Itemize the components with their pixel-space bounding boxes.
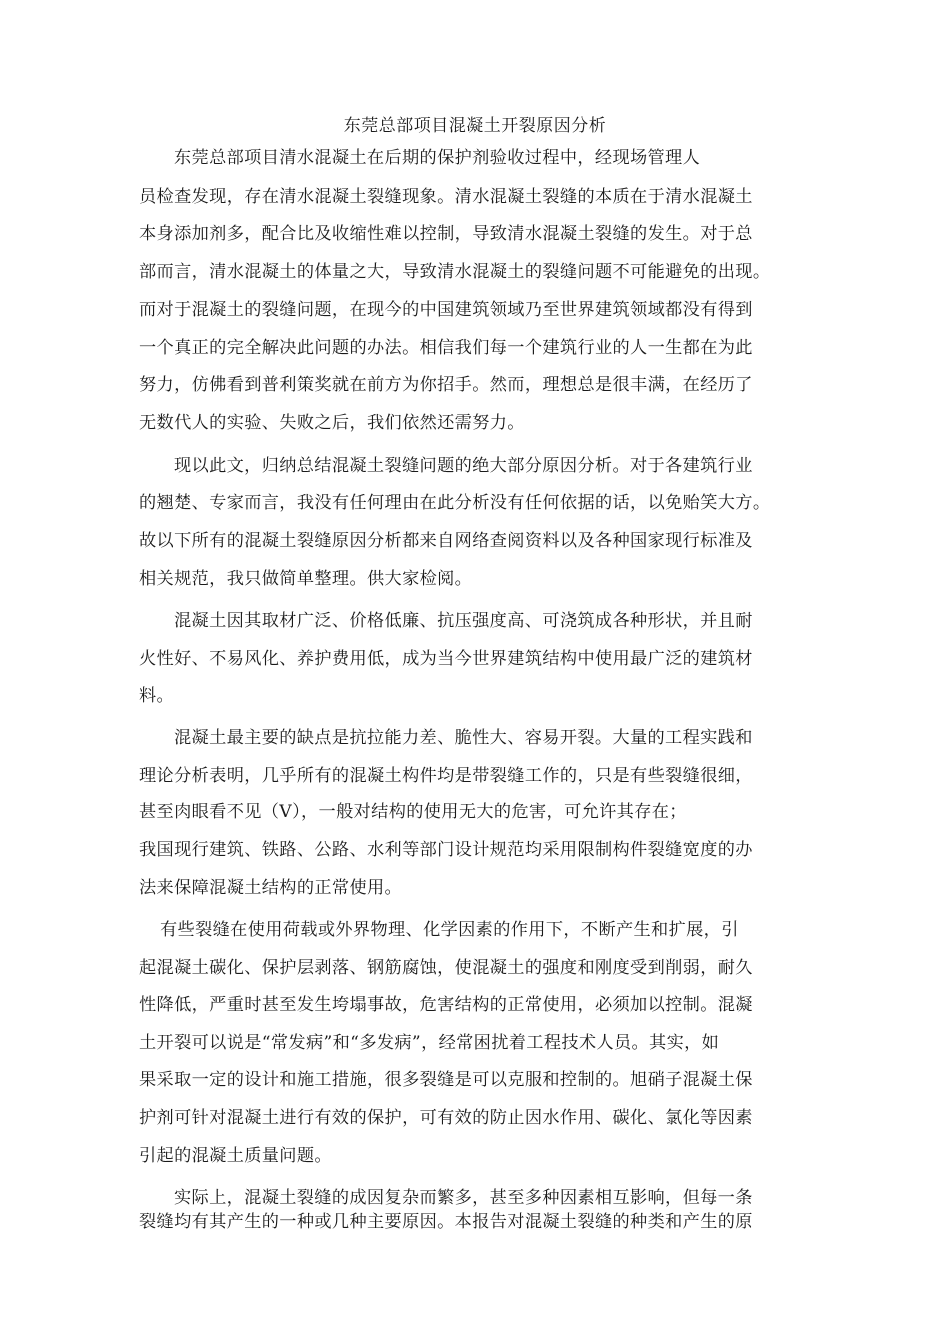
text-line: 实际上，混凝土裂缝的成因复杂而繁多，甚至多种因素相互影响，但每一条	[174, 1188, 753, 1208]
text-line: 混凝土最主要的缺点是抗拉能力差、脆性大、容易开裂。大量的工程实践和	[174, 728, 753, 748]
text-line: 故以下所有的混凝土裂缝原因分析都来自网络查阅资料以及各种国家现行标准及	[139, 531, 753, 551]
text-line: 努力，仿佛看到普利策奖就在前方为你招手。然而，理想总是很丰满，在经历了	[139, 375, 753, 395]
text-line: 现以此文，归纳总结混凝土裂缝问题的绝大部分原因分析。对于各建筑行业	[174, 456, 753, 476]
text-line: 果采取一定的设计和施工措施，很多裂缝是可以克服和控制的。旭硝子混凝土保	[139, 1070, 753, 1090]
text-line: 我国现行建筑、铁路、公路、水利等部门设计规范均采用限制构件裂缝宽度的办	[139, 840, 753, 860]
text-line: 理论分析表明，几乎所有的混凝土构件均是带裂缝工作的，只是有些裂缝很细，	[139, 766, 753, 786]
text-line: 起混凝土碳化、保护层剥落、钢筋腐蚀，使混凝土的强度和刚度受到削弱，耐久	[139, 958, 753, 978]
text-line: 裂缝均有其产生的一种或几种主要原因。本报告对混凝土裂缝的种类和产生的原	[139, 1212, 753, 1232]
text-line: 混凝土因其取材广泛、价格低廉、抗压强度高、可浇筑成各种形状，并且耐	[174, 611, 753, 631]
text-line: 的翘楚、专家而言，我没有任何理由在此分析没有任何依据的话，以免贻笑大方。	[139, 493, 771, 513]
text-line: 法来保障混凝土结构的正常使用。	[139, 878, 403, 898]
text-line: 部而言，清水混凝土的体量之大，导致清水混凝土的裂缝问题不可能避免的出现。	[139, 262, 771, 282]
text-line: 护剂可针对混凝土进行有效的保护，可有效的防止因水作用、碳化、氯化等因素	[139, 1108, 753, 1128]
text-line: 一个真正的完全解决此问题的办法。相信我们每一个建筑行业的人一生都在为此	[139, 338, 753, 358]
text-line: 有些裂缝在使用荷载或外界物理、化学因素的作用下，不断产生和扩展，引	[160, 920, 739, 940]
text-line: 而对于混凝土的裂缝问题，在现今的中国建筑领域乃至世界建筑领域都没有得到	[139, 300, 753, 320]
text-line: 本身添加剂多，配合比及收缩性难以控制，导致清水混凝土裂缝的发生。对于总	[139, 224, 753, 244]
text-line: 无数代人的实验、失败之后，我们依然还需努力。	[139, 413, 525, 433]
text-line: 引起的混凝土质量问题。	[139, 1146, 332, 1166]
text-line: 东莞总部项目清水混凝土在后期的保护剂验收过程中，经现场管理人	[174, 148, 701, 168]
document-title: 东莞总部项目混凝土开裂原因分析	[343, 116, 607, 136]
text-line: 料。	[139, 686, 175, 706]
text-line: 员检查发现，存在清水混凝土裂缝现象。清水混凝土裂缝的本质在于清水混凝土	[139, 187, 753, 207]
text-line: 火性好、不易风化、养护费用低，成为当今世界建筑结构中使用最广泛的建筑材	[139, 649, 753, 669]
text-line: 性降低，严重时甚至发生垮塌事故，危害结构的正常使用，必须加以控制。混凝	[139, 995, 753, 1015]
text-line: 甚至肉眼看不见（V），一般对结构的使用无大的危害，可允许其存在；	[139, 802, 687, 822]
text-line: 土开裂可以说是“常发病”和“多发病”，经常困扰着工程技术人员。其实，如	[139, 1033, 720, 1053]
text-line: 相关规范，我只做简单整理。供大家检阅。	[139, 569, 473, 589]
